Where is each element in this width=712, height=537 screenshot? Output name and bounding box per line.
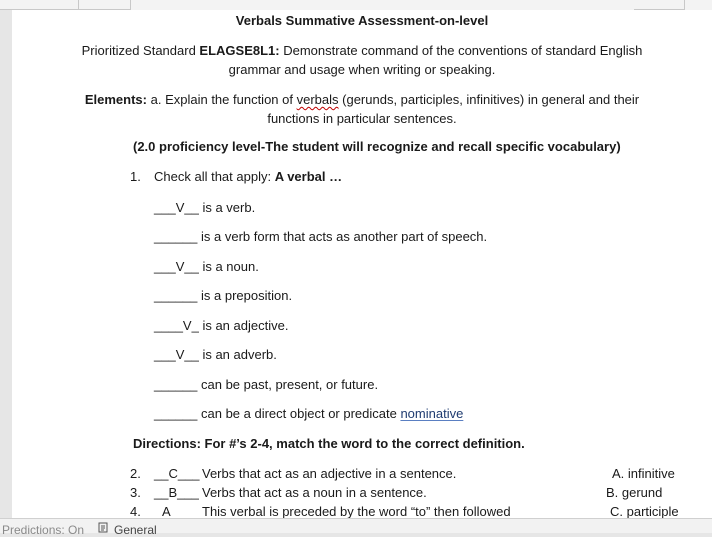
q1-option[interactable] [154,317,288,335]
q1-option[interactable] [154,405,463,423]
option-text: is a noun. [198,259,259,274]
top-cell [0,0,79,10]
matching-answer[interactable]: __B___ [154,485,199,500]
q1-option[interactable] [154,199,255,217]
q1-option[interactable] [154,376,378,394]
matching-definition: Verbs that act as a noun in a sentence. [202,485,427,500]
option-text: can be a direct object or predicate [197,406,401,421]
answer-blank: ______ [154,377,198,392]
matching-choice: C. participle [610,504,679,518]
window-top-strip [0,0,712,10]
answer-blank: ______ [154,406,198,421]
option-text: is an adverb. [198,347,277,362]
matching-choice: B. gerund [606,485,663,500]
proficiency-heading: (2.0 proficiency level-The student will recognize and recall specific vocabulary) [133,139,621,154]
matching-directions: Directions: For #’s 2-4, match the word to the correct definition. [133,436,525,451]
standard-prefix: Prioritized Standard [81,43,200,58]
matching-choice: A. infinitive [612,466,675,481]
answer-blank: ______ [154,288,198,303]
standard-code: ELAGSE8L1: [199,43,280,58]
matching-definition: Verbs that act as an adjective in a sentence. [202,466,457,481]
status-bar [0,518,712,537]
prompt-text: Check all that apply: [154,169,275,184]
spellcheck-word[interactable]: verbals [296,92,339,107]
standard-text: Demonstrate command of the conventions of standard English [279,43,643,58]
q1-option[interactable] [154,258,259,276]
option-text: is a verb. [198,200,256,215]
answer-blank: ___V__ [154,200,199,215]
elements-text: (gerunds, participles, infinitives) in general and their [338,92,640,107]
matching-answer[interactable]: A [162,504,171,518]
answer-blank: ___V__ [154,347,199,362]
q1-option[interactable] [154,346,277,364]
matching-definition: This verbal is preceded by the word “to” then followed [202,504,511,518]
standard-line-1 [12,41,712,60]
option-text: can be past, present, or future. [197,377,379,392]
top-cell [78,0,131,10]
nominative-link[interactable]: nominative [400,406,464,421]
matching-number: 4. [130,504,141,518]
sensitivity-icon [98,522,109,536]
predictions-status[interactable]: Predictions: On [2,523,85,537]
option-text: is a preposition. [197,288,293,303]
answer-blank: ____V_ [154,318,199,333]
prompt-bold: A verbal … [274,169,343,184]
option-text: is an adjective. [198,318,289,333]
document-page [12,10,712,518]
matching-number: 2. [130,466,141,481]
q1-option[interactable] [154,228,487,246]
question-1-number: 1. [130,169,141,184]
sensitivity-label[interactable]: General [114,523,157,537]
elements-line-2: functions in particular sentences. [267,111,457,126]
standard-line-2: grammar and usage when writing or speaking. [228,62,496,77]
q1-option[interactable] [154,287,292,305]
question-1-prompt [154,168,342,186]
document-title: Verbals Summative Assessment-on-level [235,13,489,28]
matching-answer[interactable]: __C___ [154,466,200,481]
matching-number: 3. [130,485,141,500]
option-text: is a verb form that acts as another part of speech. [197,229,488,244]
elements-line-1 [12,90,712,109]
answer-blank: ______ [154,229,198,244]
answer-blank: ___V__ [154,259,199,274]
top-cell [634,0,685,10]
elements-text: a. Explain the function of [147,92,297,107]
elements-label: Elements: [84,92,147,107]
